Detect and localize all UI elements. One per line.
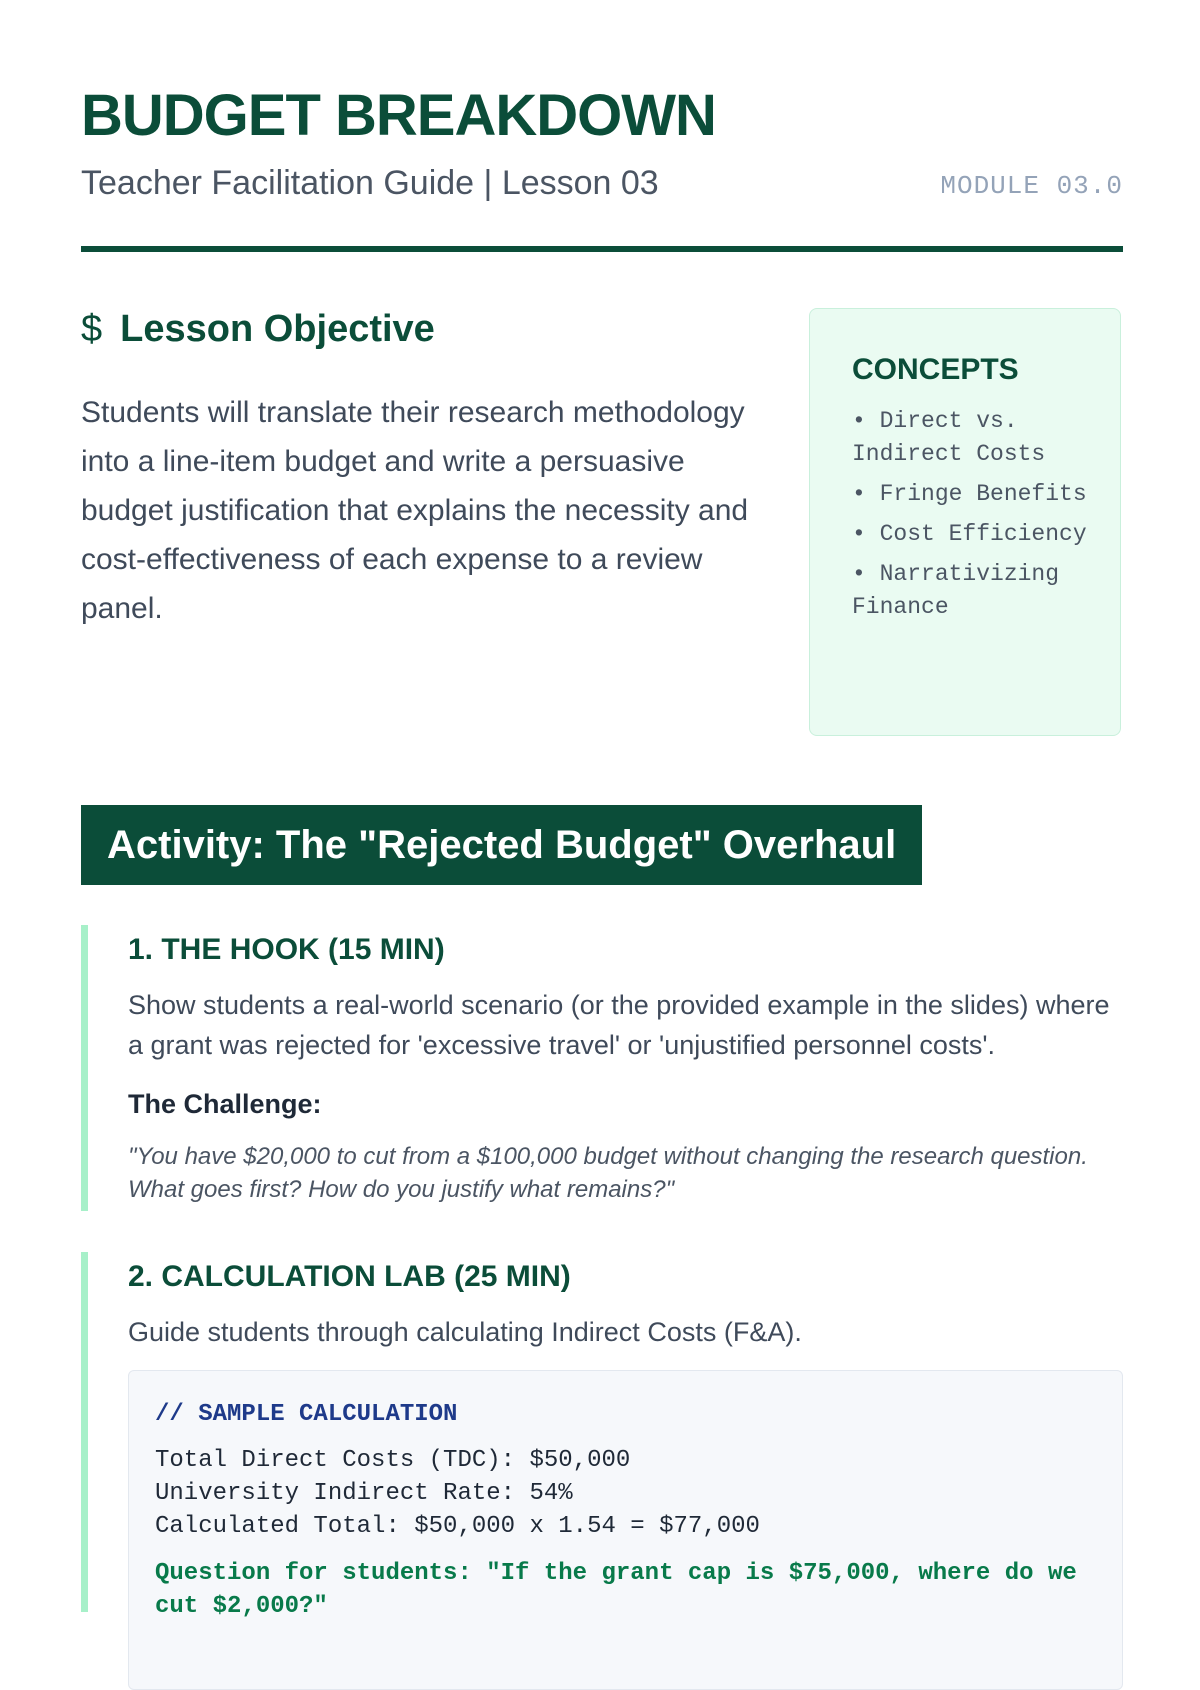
challenge-quote: "You have $20,000 to cut from a $100,000 budget without changing the research question. What goes first? How do you justify what remains?" (128, 1143, 1088, 1203)
concepts-title: CONCEPTS (852, 353, 1019, 386)
sample-calculation-box (128, 1370, 1123, 1690)
page-title: BUDGET BREAKDOWN (81, 83, 716, 148)
objective-heading-label: Lesson Objective (120, 308, 435, 350)
step-calculation-lab (81, 1252, 1123, 1620)
concept-item: • Fringe Benefits (852, 481, 1087, 507)
step-body: Guide students through calculating Indirect Costs (F&A). (128, 1317, 802, 1347)
dollar-icon: $ (81, 308, 103, 350)
step-hook (81, 925, 1123, 1211)
concepts-list (852, 405, 1100, 624)
concepts-card (809, 308, 1121, 736)
module-code: MODULE 03.0 (940, 171, 1123, 201)
concept-item: • Narrativizing Finance (852, 561, 1060, 620)
concept-item: • Cost Efficiency (852, 521, 1087, 547)
objective-heading (81, 308, 435, 351)
header-divider (81, 246, 1123, 252)
calc-line: Calculated Total: $50,000 x 1.54 = $77,000 (155, 1513, 760, 1540)
objective-body: Students will translate their research methodology into a line-item budget and write a persuasive budget justification that explains the necessity and cost-effectiveness of each expense to a review panel. (81, 396, 749, 625)
step-body: Show students a real-world scenario (or the provided example in the slides) where a grant was rejected for 'excessive travel' or 'unjustified personnel costs'. (128, 990, 1110, 1060)
challenge-label: The Challenge: (128, 1089, 322, 1119)
concept-item: • Direct vs. Indirect Costs (852, 408, 1046, 467)
activity-banner: Activity: The "Rejected Budget" Overhaul (81, 805, 922, 885)
calc-label: // SAMPLE CALCULATION (155, 1401, 458, 1428)
page-subtitle: Teacher Facilitation Guide | Lesson 03 (81, 164, 659, 202)
step-title: 2. CALCULATION LAB (25 MIN) (128, 1260, 571, 1293)
calc-line: University Indirect Rate: 54% (155, 1480, 573, 1507)
calc-question: Question for students: "If the grant cap is $75,000, where do we cut $2,000?" (155, 1560, 1077, 1620)
step-title: 1. THE HOOK (15 MIN) (128, 933, 445, 966)
calc-line: Total Direct Costs (TDC): $50,000 (155, 1447, 631, 1474)
